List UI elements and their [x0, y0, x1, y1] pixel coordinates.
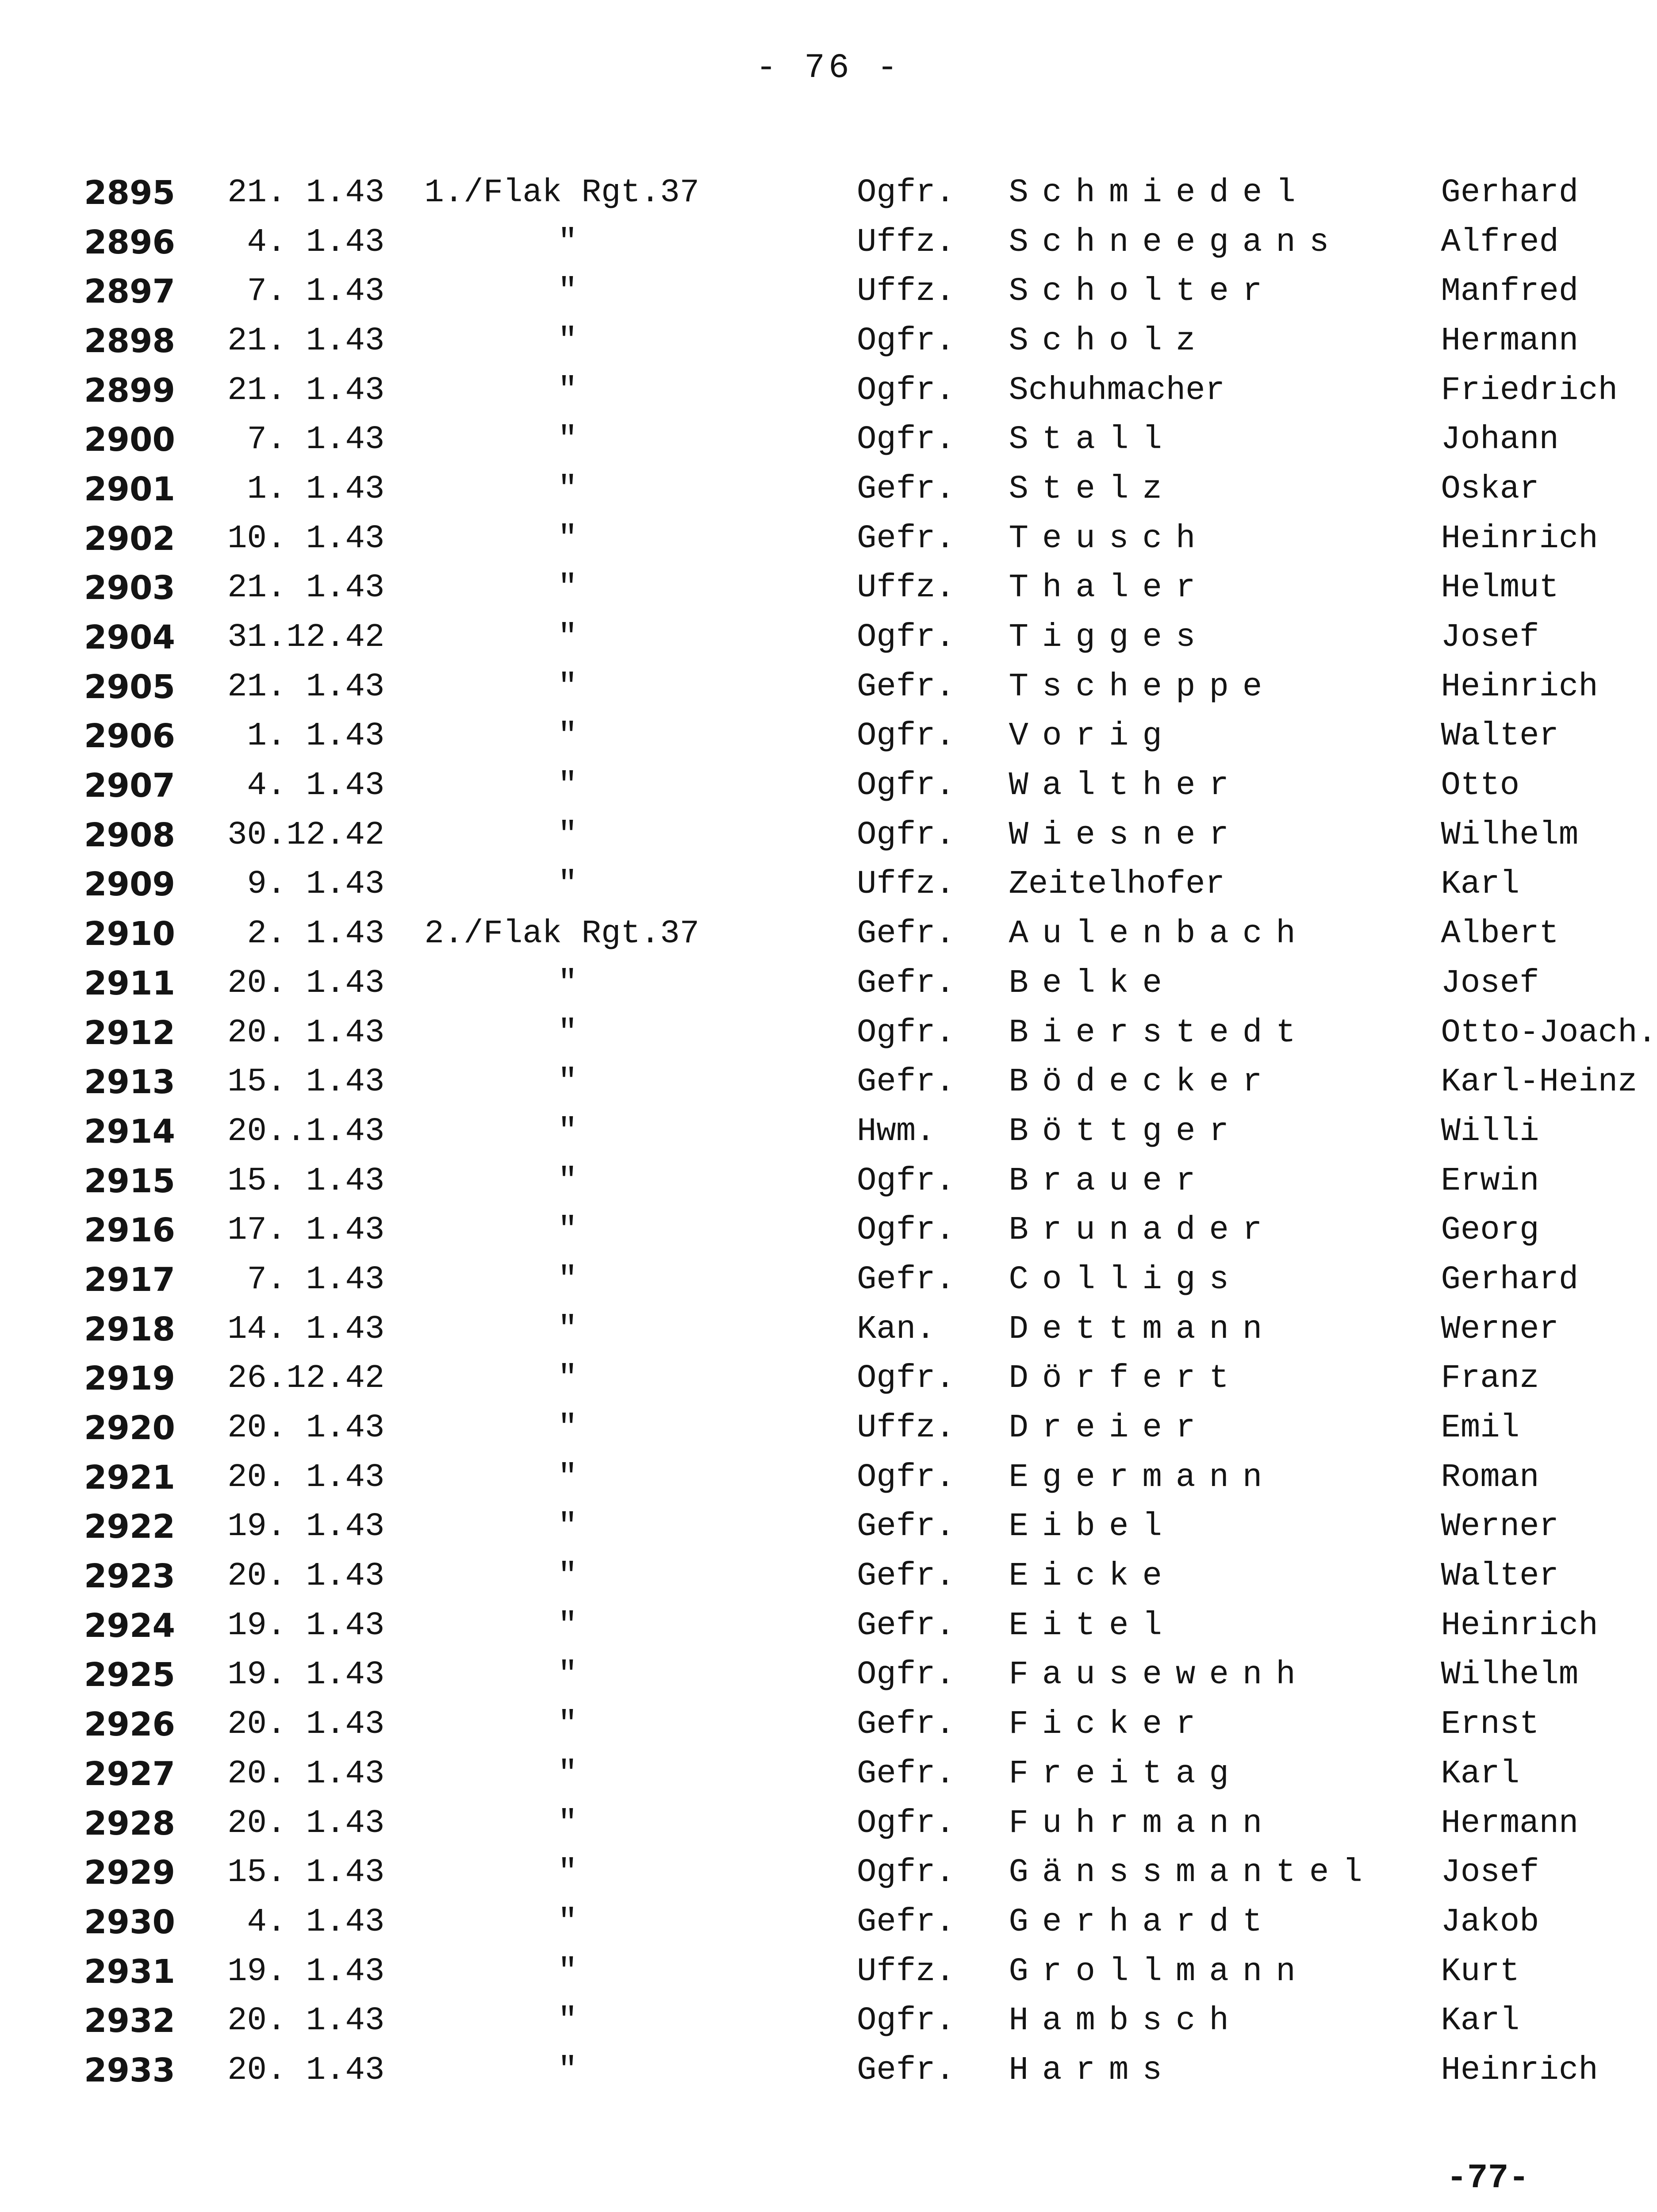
entry-number: 2896	[84, 223, 175, 261]
entry-rank: Uffz.	[857, 866, 955, 903]
entry-firstname: Hermann	[1441, 322, 1579, 360]
entry-unit: "	[557, 421, 578, 459]
entry-unit: "	[557, 767, 578, 805]
entry-firstname: Heinrich	[1441, 2051, 1598, 2089]
table-row	[84, 959, 1657, 1008]
entry-number: 2899	[84, 371, 175, 410]
entry-number: 2907	[84, 767, 175, 805]
entry-date: 19. 1.43	[227, 1607, 385, 1644]
entry-firstname: Walter	[1441, 1558, 1559, 1595]
entry-rank: Ogfr.	[857, 2002, 955, 2040]
entry-firstname: Kurt	[1441, 1953, 1520, 1990]
entry-rank: Gefr.	[857, 1261, 955, 1298]
entry-firstname: Gerhard	[1441, 174, 1579, 211]
entry-surname: Brauer	[1009, 1162, 1209, 1200]
entry-surname: Zeitelhofer	[1009, 866, 1225, 903]
entry-surname: Freitag	[1009, 1755, 1243, 1793]
entry-firstname: Karl	[1441, 866, 1520, 903]
entry-date: 21. 1.43	[227, 569, 385, 607]
entry-unit: "	[557, 322, 578, 360]
entry-number: 2918	[84, 1310, 175, 1348]
table-row	[84, 1354, 1657, 1404]
entry-unit: "	[557, 1953, 578, 1990]
entry-rank: Gefr.	[857, 1064, 955, 1101]
entry-date: 7. 1.43	[247, 273, 385, 311]
entry-unit: "	[557, 1261, 578, 1298]
entry-firstname: Heinrich	[1441, 520, 1598, 557]
entry-unit: "	[557, 372, 578, 409]
entry-surname: Scholter	[1009, 273, 1276, 311]
entry-firstname: Karl	[1441, 1755, 1520, 1793]
entry-unit: "	[557, 1212, 578, 1249]
entry-date: 7. 1.43	[247, 421, 385, 459]
entry-firstname: Werner	[1441, 1310, 1559, 1348]
entry-firstname: Georg	[1441, 1212, 1539, 1249]
entry-unit: "	[557, 1706, 578, 1743]
entry-unit: "	[557, 1607, 578, 1644]
entry-rank: Ogfr.	[857, 1656, 955, 1694]
roster-body	[84, 168, 1657, 2095]
entry-rank: Ogfr.	[857, 372, 955, 409]
entry-unit: "	[557, 1310, 578, 1348]
entry-rank: Gefr.	[857, 520, 955, 557]
entry-firstname: Heinrich	[1441, 668, 1598, 706]
entry-date: 15. 1.43	[227, 1162, 385, 1200]
entry-rank: Gefr.	[857, 1903, 955, 1941]
table-row	[84, 1008, 1657, 1058]
entry-surname: Brunader	[1009, 1212, 1276, 1249]
entry-rank: Ogfr.	[857, 1805, 955, 1842]
entry-firstname: Erwin	[1441, 1162, 1539, 1200]
entry-rank: Ogfr.	[857, 421, 955, 459]
entry-rank: Ogfr.	[857, 619, 955, 657]
entry-rank: Ogfr.	[857, 1459, 955, 1496]
entry-number: 2902	[84, 519, 175, 558]
entry-surname: Eitel	[1009, 1607, 1176, 1644]
entry-date: 21. 1.43	[227, 322, 385, 360]
table-row	[84, 514, 1657, 564]
table-row	[84, 712, 1657, 761]
entry-date: 19. 1.43	[227, 1508, 385, 1546]
entry-number: 2914	[84, 1112, 175, 1151]
entry-surname: Gerhardt	[1009, 1903, 1276, 1941]
entry-date: 2. 1.43	[247, 915, 385, 953]
entry-rank: Ogfr.	[857, 1014, 955, 1052]
entry-number: 2926	[84, 1705, 175, 1744]
entry-rank: Gefr.	[857, 915, 955, 953]
entry-unit: 2./Flak Rgt.37	[424, 915, 700, 953]
entry-rank: Gefr.	[857, 1755, 955, 1793]
table-row	[84, 1057, 1657, 1107]
entry-number: 2921	[84, 1458, 175, 1497]
table-row	[84, 1551, 1657, 1601]
entry-rank: Ogfr.	[857, 1854, 955, 1892]
entry-firstname: Franz	[1441, 1360, 1539, 1398]
entry-firstname: Gerhard	[1441, 1261, 1579, 1298]
entry-unit: "	[557, 1064, 578, 1101]
entry-date: 4. 1.43	[247, 767, 385, 805]
table-row	[84, 2046, 1657, 2095]
entry-date: 21. 1.43	[227, 668, 385, 706]
entry-rank: Gefr.	[857, 964, 955, 1002]
entry-rank: Ogfr.	[857, 1360, 955, 1398]
table-row	[84, 415, 1657, 465]
entry-date: 14. 1.43	[227, 1310, 385, 1348]
entry-firstname: Willi	[1441, 1113, 1539, 1150]
entry-number: 2913	[84, 1063, 175, 1102]
entry-rank: Gefr.	[857, 1607, 955, 1644]
entry-unit: "	[557, 1656, 578, 1694]
entry-number: 2922	[84, 1508, 175, 1546]
entry-firstname: Josef	[1441, 964, 1539, 1002]
entry-unit: "	[557, 1459, 578, 1496]
entry-surname: Grollmann	[1009, 1953, 1309, 1990]
entry-number: 2925	[84, 1656, 175, 1694]
entry-date: 31.12.42	[227, 619, 385, 657]
entry-date: 19. 1.43	[227, 1656, 385, 1694]
entry-surname: Tigges	[1009, 619, 1209, 657]
entry-number: 2895	[84, 173, 175, 212]
entry-rank: Gefr.	[857, 1508, 955, 1546]
entry-surname: Aulenbach	[1009, 915, 1309, 953]
entry-rank: Ogfr.	[857, 322, 955, 360]
table-row	[84, 860, 1657, 910]
entry-unit: 1./Flak Rgt.37	[424, 174, 700, 211]
entry-date: 20..1.43	[227, 1113, 385, 1150]
table-row	[84, 662, 1657, 712]
entry-unit: "	[557, 718, 578, 755]
entry-rank: Uffz.	[857, 223, 955, 261]
entry-date: 1. 1.43	[247, 470, 385, 508]
entry-firstname: Otto-Joach.	[1441, 1014, 1657, 1052]
entry-surname: Schneegans	[1009, 223, 1343, 261]
table-row	[84, 316, 1657, 366]
entry-unit: "	[557, 1558, 578, 1595]
entry-number: 2915	[84, 1162, 175, 1200]
entry-firstname: Werner	[1441, 1508, 1559, 1546]
table-row	[84, 1749, 1657, 1799]
entry-date: 20. 1.43	[227, 2002, 385, 2040]
entry-rank: Gefr.	[857, 668, 955, 706]
entry-number: 2900	[84, 421, 175, 459]
entry-firstname: Emil	[1441, 1409, 1520, 1447]
entry-number: 2903	[84, 569, 175, 607]
entry-number: 2898	[84, 322, 175, 360]
entry-number: 2916	[84, 1211, 175, 1250]
entry-unit: "	[557, 866, 578, 903]
entry-date: 9. 1.43	[247, 866, 385, 903]
entry-number: 2928	[84, 1804, 175, 1843]
table-row	[84, 1206, 1657, 1255]
entry-unit: "	[557, 964, 578, 1002]
table-row	[84, 1453, 1657, 1502]
entry-number: 2906	[84, 717, 175, 756]
entry-surname: Hambsch	[1009, 2002, 1243, 2040]
entry-firstname: Oskar	[1441, 470, 1539, 508]
entry-unit: "	[557, 1854, 578, 1892]
entry-number: 2901	[84, 470, 175, 508]
entry-firstname: Roman	[1441, 1459, 1539, 1496]
catch-word: -77-	[1446, 2159, 1530, 2198]
entry-surname: Bödecker	[1009, 1064, 1276, 1101]
entry-date: 4. 1.43	[247, 1903, 385, 1941]
entry-surname: Gänssmantel	[1009, 1854, 1376, 1892]
entry-surname: Egermann	[1009, 1459, 1276, 1496]
table-row	[84, 1799, 1657, 1848]
entry-unit: "	[557, 1014, 578, 1052]
entry-number: 2904	[84, 618, 175, 657]
entry-date: 19. 1.43	[227, 1953, 385, 1990]
entry-number: 2931	[84, 1952, 175, 1991]
entry-rank: Uffz.	[857, 1409, 955, 1447]
entry-surname: Schmiedel	[1009, 174, 1309, 211]
entry-date: 15. 1.43	[227, 1854, 385, 1892]
entry-surname: Dreier	[1009, 1409, 1209, 1447]
table-row	[84, 267, 1657, 316]
entry-rank: Ogfr.	[857, 174, 955, 211]
table-row	[84, 1897, 1657, 1947]
entry-firstname: Wilhelm	[1441, 1656, 1579, 1694]
entry-surname: Stall	[1009, 421, 1176, 459]
table-row	[84, 761, 1657, 810]
roster-table	[84, 168, 1657, 2095]
entry-unit: "	[557, 2002, 578, 2040]
entry-firstname: Johann	[1441, 421, 1559, 459]
entry-surname: Eibel	[1009, 1508, 1176, 1546]
entry-number: 2919	[84, 1359, 175, 1398]
entry-rank: Ogfr.	[857, 718, 955, 755]
entry-number: 2908	[84, 816, 175, 854]
table-row	[84, 613, 1657, 662]
entry-number: 2927	[84, 1755, 175, 1793]
table-row	[84, 1502, 1657, 1552]
entry-surname: Belke	[1009, 964, 1176, 1002]
entry-rank: Ogfr.	[857, 1212, 955, 1249]
table-row	[84, 1403, 1657, 1453]
entry-unit: "	[557, 569, 578, 607]
entry-date: 20. 1.43	[227, 1805, 385, 1842]
entry-number: 2905	[84, 668, 175, 706]
entry-unit: "	[557, 1409, 578, 1447]
entry-firstname: Friedrich	[1441, 372, 1618, 409]
table-row	[84, 909, 1657, 959]
entry-surname: Schuhmacher	[1009, 372, 1225, 409]
entry-rank: Uffz.	[857, 569, 955, 607]
entry-surname: Fausewenh	[1009, 1656, 1309, 1694]
entry-surname: Tscheppe	[1009, 668, 1276, 706]
entry-unit: "	[557, 470, 578, 508]
entry-unit: "	[557, 1755, 578, 1793]
entry-unit: "	[557, 668, 578, 706]
entry-unit: "	[557, 2051, 578, 2089]
table-row	[84, 1255, 1657, 1305]
entry-surname: Thaler	[1009, 569, 1209, 607]
entry-firstname: Ernst	[1441, 1706, 1539, 1743]
entry-firstname: Manfred	[1441, 273, 1579, 311]
table-row	[84, 1305, 1657, 1354]
entry-firstname: Wilhelm	[1441, 816, 1579, 854]
entry-surname: Eicke	[1009, 1558, 1176, 1595]
entry-surname: Teusch	[1009, 520, 1209, 557]
entry-unit: "	[557, 273, 578, 311]
entry-date: 20. 1.43	[227, 1014, 385, 1052]
table-row	[84, 168, 1657, 218]
entry-rank: Uffz.	[857, 273, 955, 311]
entry-rank: Uffz.	[857, 1953, 955, 1990]
entry-surname: Harms	[1009, 2051, 1176, 2089]
entry-firstname: Helmut	[1441, 569, 1559, 607]
entry-unit: "	[557, 1113, 578, 1150]
entry-number: 2933	[84, 2051, 175, 2089]
entry-date: 10. 1.43	[227, 520, 385, 557]
entry-date: 20. 1.43	[227, 1459, 385, 1496]
page-number: - 76 -	[756, 49, 901, 88]
entry-rank: Gefr.	[857, 1706, 955, 1743]
entry-number: 2930	[84, 1903, 175, 1941]
entry-unit: "	[557, 1805, 578, 1842]
entry-number: 2929	[84, 1854, 175, 1892]
entry-number: 2920	[84, 1409, 175, 1448]
table-row	[84, 218, 1657, 267]
entry-surname: Vorig	[1009, 718, 1176, 755]
entry-surname: Dettmann	[1009, 1310, 1276, 1348]
entry-rank: Gefr.	[857, 2051, 955, 2089]
entry-unit: "	[557, 1162, 578, 1200]
entry-number: 2909	[84, 865, 175, 904]
table-row	[84, 1947, 1657, 1997]
entry-firstname: Jakob	[1441, 1903, 1539, 1941]
entry-date: 20. 1.43	[227, 1409, 385, 1447]
entry-firstname: Josef	[1441, 619, 1539, 657]
entry-firstname: Karl-Heinz	[1441, 1064, 1638, 1101]
entry-date: 15. 1.43	[227, 1064, 385, 1101]
entry-firstname: Albert	[1441, 915, 1559, 953]
entry-surname: Böttger	[1009, 1113, 1243, 1150]
entry-surname: Walther	[1009, 767, 1243, 805]
table-row	[84, 1651, 1657, 1700]
entry-unit: "	[557, 816, 578, 854]
entry-date: 30.12.42	[227, 816, 385, 854]
entry-date: 20. 1.43	[227, 1755, 385, 1793]
entry-firstname: Karl	[1441, 2002, 1520, 2040]
entry-number: 2924	[84, 1606, 175, 1645]
entry-unit: "	[557, 1508, 578, 1546]
entry-rank: Hwm.	[857, 1113, 936, 1150]
entry-firstname: Heinrich	[1441, 1607, 1598, 1644]
entry-rank: Kan.	[857, 1310, 936, 1348]
table-row	[84, 1996, 1657, 2046]
entry-date: 21. 1.43	[227, 372, 385, 409]
entry-rank: Ogfr.	[857, 1162, 955, 1200]
entry-surname: Dörfert	[1009, 1360, 1243, 1398]
entry-number: 2911	[84, 964, 175, 1002]
entry-surname: Fuhrmann	[1009, 1805, 1276, 1842]
entry-date: 20. 1.43	[227, 1706, 385, 1743]
entry-surname: Colligs	[1009, 1261, 1243, 1298]
entry-date: 20. 1.43	[227, 1558, 385, 1595]
entry-number: 2923	[84, 1557, 175, 1596]
entry-rank: Gefr.	[857, 1558, 955, 1595]
entry-surname: Wiesner	[1009, 816, 1243, 854]
entry-unit: "	[557, 520, 578, 557]
entry-rank: Ogfr.	[857, 767, 955, 805]
entry-date: 20. 1.43	[227, 964, 385, 1002]
entry-rank: Ogfr.	[857, 816, 955, 854]
table-row	[84, 810, 1657, 860]
table-row	[84, 1156, 1657, 1206]
entry-date: 21. 1.43	[227, 174, 385, 211]
table-row	[84, 564, 1657, 613]
entry-firstname: Walter	[1441, 718, 1559, 755]
table-row	[84, 1700, 1657, 1749]
entry-unit: "	[557, 1360, 578, 1398]
entry-firstname: Hermann	[1441, 1805, 1579, 1842]
entry-number: 2932	[84, 2002, 175, 2040]
entry-unit: "	[557, 619, 578, 657]
table-row	[84, 1601, 1657, 1651]
entry-date: 4. 1.43	[247, 223, 385, 261]
entry-number: 2912	[84, 1014, 175, 1052]
entry-number: 2910	[84, 915, 175, 953]
table-row	[84, 1848, 1657, 1897]
entry-unit: "	[557, 1903, 578, 1941]
entry-surname: Scholz	[1009, 322, 1209, 360]
entry-date: 17. 1.43	[227, 1212, 385, 1249]
table-row	[84, 465, 1657, 514]
entry-surname: Bierstedt	[1009, 1014, 1309, 1052]
entry-number: 2917	[84, 1260, 175, 1299]
entry-date: 1. 1.43	[247, 718, 385, 755]
entry-firstname: Otto	[1441, 767, 1520, 805]
table-row	[84, 366, 1657, 415]
table-row	[84, 1107, 1657, 1156]
entry-surname: Ficker	[1009, 1706, 1209, 1743]
entry-date: 26.12.42	[227, 1360, 385, 1398]
entry-date: 7. 1.43	[247, 1261, 385, 1298]
entry-firstname: Josef	[1441, 1854, 1539, 1892]
entry-unit: "	[557, 223, 578, 261]
entry-date: 20. 1.43	[227, 2051, 385, 2089]
entry-firstname: Alfred	[1441, 223, 1559, 261]
entry-rank: Gefr.	[857, 470, 955, 508]
entry-number: 2897	[84, 273, 175, 311]
entry-surname: Stelz	[1009, 470, 1176, 508]
